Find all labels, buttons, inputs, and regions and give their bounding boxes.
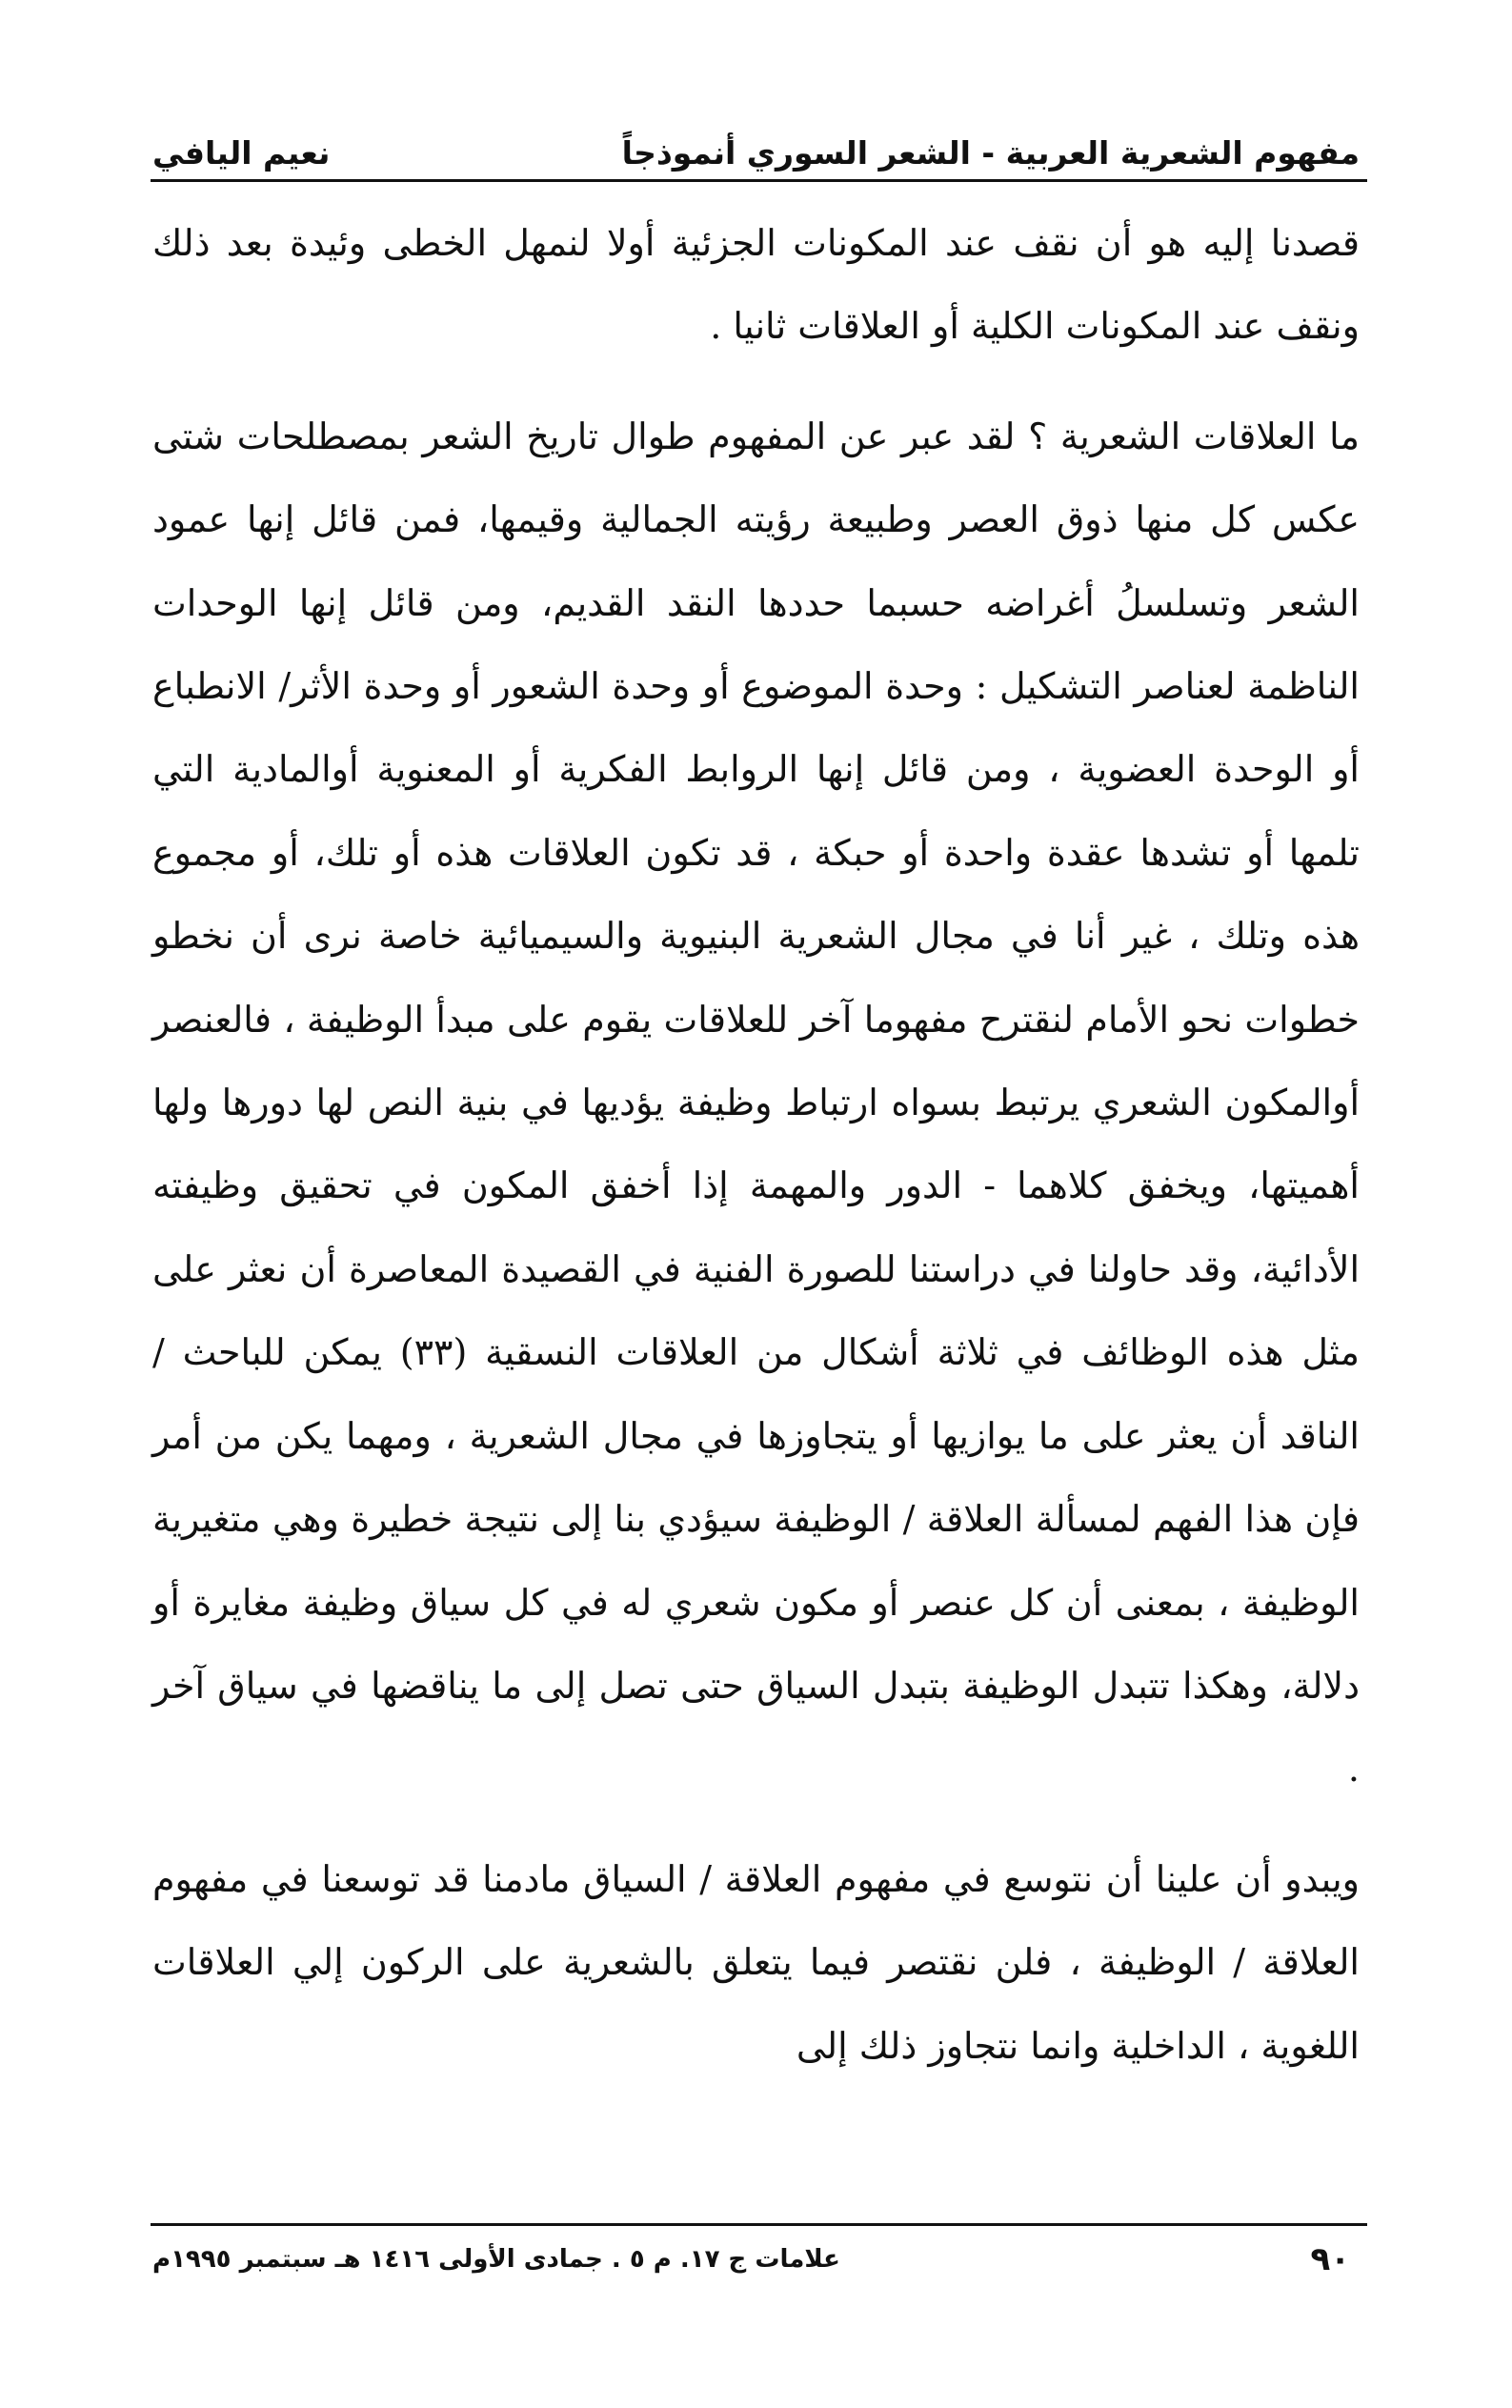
- header-title: مفهوم الشعرية العربية - الشعر السوري أنموذجاً: [621, 134, 1360, 172]
- header-rule: [151, 179, 1367, 182]
- issue-line: علامات ج ١٧. م ٥ . جمادى الأولى ١٤١٦ هـ سبتمبر ١٩٩٥م: [152, 2245, 840, 2274]
- header-author: نعيم اليافي: [152, 134, 331, 172]
- running-header: [152, 112, 1360, 172]
- page-number: ٩٠: [1310, 2240, 1350, 2278]
- paragraph-2: ما العلاقات الشعرية ؟ لقد عبر عن المفهوم طوال تاريخ الشعر بمصطلحات شتى عكس كل منها ذوق العصر وطبيعة رؤيته الجمالية وقيمها، فمن قائل إنها عمود الشعر وتسلسلُ أغراضه حسبما حددها النقد القديم، ومن قائل إنها الوحدات الناظمة لعناصر التشكيل : وحدة الموضوع أو وحدة الشعور أو وحدة الأثر/ الانطباع أو الوحدة العضوية ، ومن قائل إنها الروابط الفكرية أو المعنوية أوالمادية التي تلمها أو تشدها عقدة واحدة أو حبكة ، قد تكون العلاقات هذه أو تلك، أو مجموع هذه وتلك ، غير أنا في مجال الشعرية البنيوية والسيميائية خاصة نرى أن نخطو خطوات نحو الأمام لنقترح مفهوما آخر للعلاقات يقوم على مبدأ الوظيفة ، فالعنصر أوالمكون الشعري يرتبط بسواه ارتباط وظيفة يؤديها في بنية النص لها دورها ولها أهميتها، ويخفق كلاهما - الدور والمهمة إذا أخفق المكون في تحقيق وظيفته الأدائية، وقد حاولنا في دراستنا للصورة الفنية في القصيدة المعاصرة أن نعثر على مثل هذه الوظائف في ثلاثة أشكال من العلاقات النسقية (٣٣) يمكن للباحث / الناقد أن يعثر على ما يوازيها أو يتجاوزها في مجال الشعرية ، ومهما يكن من أمر فإن هذا الفهم لمسألة العلاقة / الوظيفة سيؤدي بنا إلى نتيجة خطيرة وهي متغيرية الوظيفة ، بمعنى أن كل عنصر أو مكون شعري له في كل سياق وظيفة مغايرة أو دلالة، وهكذا تتبدل الوظيفة بتبدل السياق حتى تصل إلى ما يناقضها في سياق آخر .: [152, 415, 1360, 1791]
- running-footer: [152, 2236, 1350, 2283]
- paragraph-1: قصدنا إليه هو أن نقف عند المكونات الجزئية أولا لنمهل الخطى وئيدة بعد ذلك ونقف عند المكونات الكلية أو العلاقات ثانيا .: [152, 222, 1360, 348]
- body-text: [152, 202, 1360, 2088]
- footer-rule: [151, 2223, 1367, 2226]
- paragraph-3: ويبدو أن علينا أن نتوسع في مفهوم العلاقة / السياق مادمنا قد توسعنا في مفهوم العلاقة / الوظيفة ، فلن نقتصر فيما يتعلق بالشعرية على الركون إلي العلاقات اللغوية ، الداخلية وانما نتجاوز ذلك إلى: [152, 1857, 1360, 2067]
